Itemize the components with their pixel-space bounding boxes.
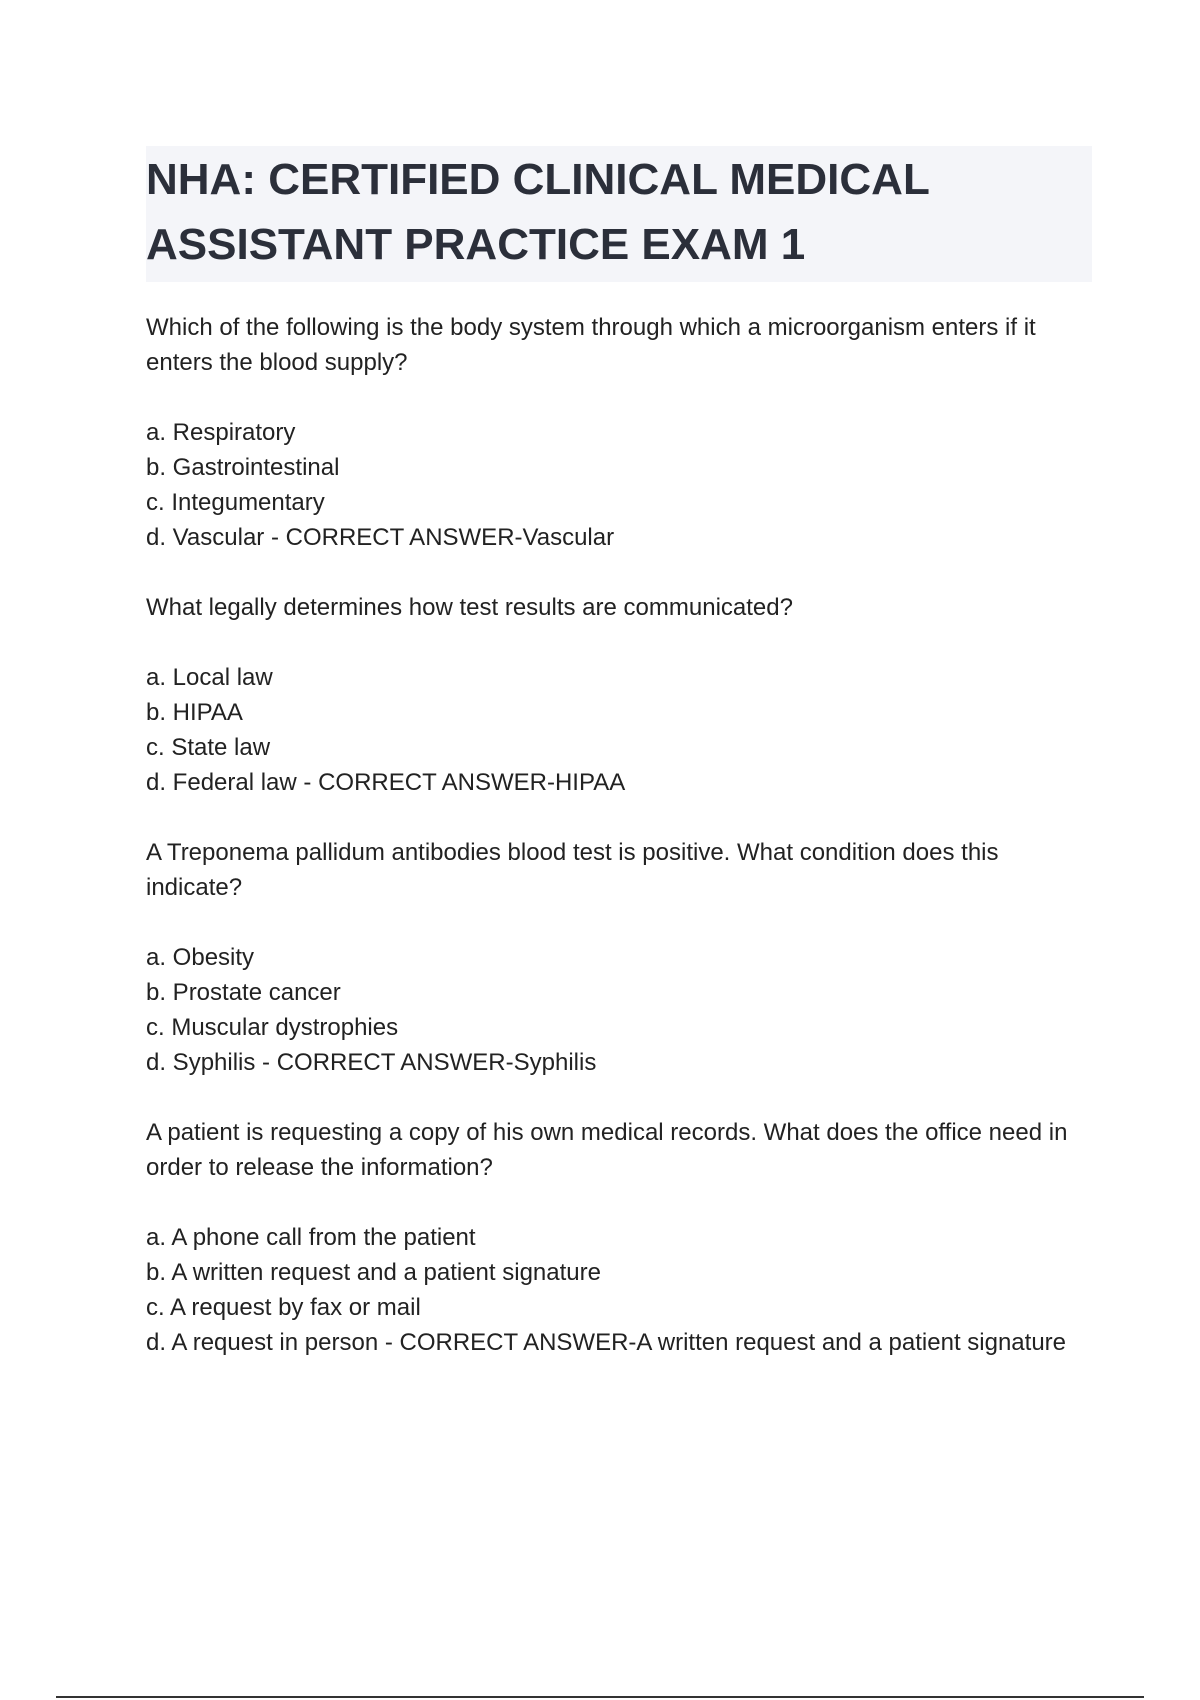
question-block	[146, 310, 1092, 555]
answer-options	[146, 940, 1092, 1080]
answer-option: c. Integumentary	[146, 489, 325, 516]
title-line-2: ASSISTANT PRACTICE EXAM 1	[146, 220, 806, 269]
answer-option: b. HIPAA	[146, 699, 243, 726]
title-line-1: NHA: CERTIFIED CLINICAL MEDICAL	[146, 155, 930, 204]
question-stem: What legally determines how test results are communicated?	[146, 594, 793, 621]
answer-option-correct: d. Vascular - CORRECT ANSWER-Vascular	[146, 524, 615, 551]
page-bottom-divider	[56, 1696, 1144, 1698]
question-stem: A patient is requesting a copy of his own medical records. What does the office need in order to release the information?	[146, 1119, 1068, 1181]
question-block	[146, 590, 1092, 800]
answer-option-correct: d. Syphilis - CORRECT ANSWER-Syphilis	[146, 1049, 597, 1076]
answer-option: a. Respiratory	[146, 419, 296, 446]
answer-option: b. Gastrointestinal	[146, 454, 340, 481]
question-block	[146, 1115, 1092, 1360]
answer-option-correct: d. A request in person - CORRECT ANSWER-A written request and a patient signature	[146, 1329, 1067, 1356]
question-list	[146, 310, 1092, 1395]
answer-option: c. A request by fax or mail	[146, 1294, 421, 1321]
answer-option: c. State law	[146, 734, 271, 761]
answer-option: b. A written request and a patient signature	[146, 1259, 601, 1286]
answer-option: a. Local law	[146, 664, 273, 691]
answer-option: a. Obesity	[146, 944, 255, 971]
answer-option: b. Prostate cancer	[146, 979, 341, 1006]
answer-options	[146, 415, 1092, 555]
question-stem: A Treponema pallidum antibodies blood test is positive. What condition does this indicate?	[146, 839, 999, 901]
page-title	[146, 147, 1086, 277]
answer-option: c. Muscular dystrophies	[146, 1014, 399, 1041]
answer-options	[146, 660, 1092, 800]
question-block	[146, 835, 1092, 1080]
answer-options	[146, 1220, 1092, 1360]
question-stem: Which of the following is the body system through which a microorganism enters if it enters the blood supply?	[146, 314, 1036, 376]
title-banner	[146, 146, 1092, 282]
answer-option: a. A phone call from the patient	[146, 1224, 476, 1251]
answer-option-correct: d. Federal law - CORRECT ANSWER-HIPAA	[146, 769, 626, 796]
